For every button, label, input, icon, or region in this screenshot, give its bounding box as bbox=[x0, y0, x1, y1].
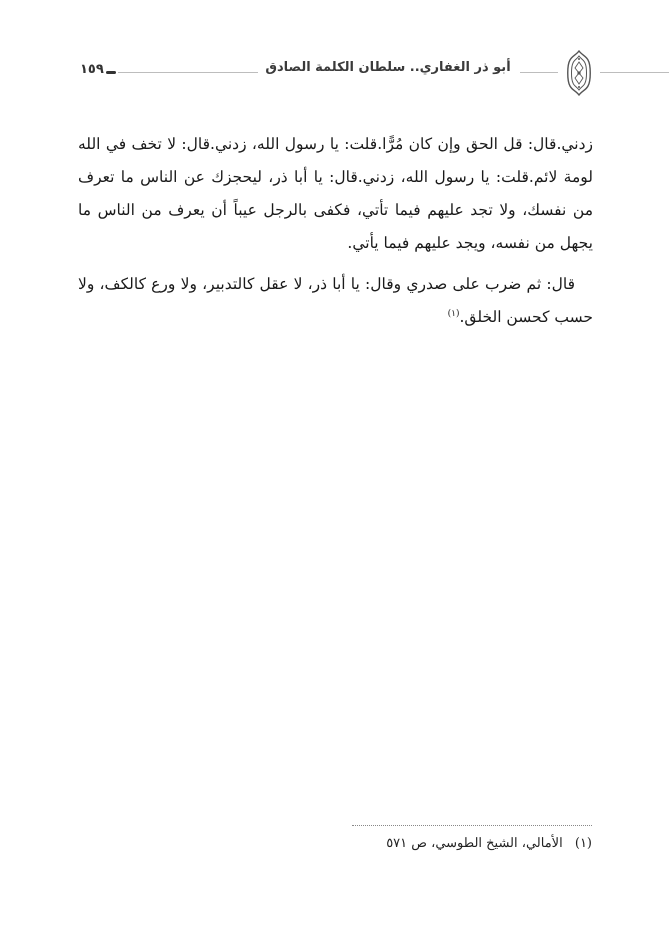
page-number-dash bbox=[106, 71, 116, 74]
footnote-divider bbox=[352, 825, 592, 826]
running-title: أبو ذر الغفاري.. سلطان الكلمة الصادق bbox=[265, 60, 511, 75]
footnote-reference: (١) bbox=[447, 308, 460, 319]
footnote-marker: (١) bbox=[574, 836, 592, 851]
header-rule-right bbox=[520, 72, 558, 73]
main-text bbox=[78, 128, 593, 342]
page-header bbox=[0, 48, 669, 98]
header-rule-left bbox=[118, 72, 258, 73]
paragraph-1 bbox=[78, 128, 593, 260]
header-rule-far bbox=[600, 72, 669, 73]
page-number: ١٥٩ bbox=[80, 62, 104, 77]
paragraph-2-text: قال: ثم ضرب على صدري وقال: يا أبا ذر، لا عقل كالتدبير، ولا ورع كالكف، ولا حسب كحسن الخلق. bbox=[78, 275, 593, 326]
footnote-text: الأمالي، الشيخ الطوسي، ص ٥٧١ bbox=[386, 836, 563, 851]
paragraph-2 bbox=[78, 268, 593, 334]
paragraph-1-text: زدني.قال: قل الحق وإن كان مُرًّا.قلت: يا رسول الله، زدني.قال: لا تخف في الله لومة لائم.قلت: يا رسول الله، زدني.قال: يا أبا ذر، ليحجزك عن الناس ما تعرف من نفسك، ولا تجد عليهم فيما تأتي، فكفى بالرجل عيباً أن يعرف من الناس ما يجهل من نفسه، ويجد عليهم فيما يأتي. bbox=[78, 135, 593, 252]
arabesque-ornament-icon bbox=[566, 50, 592, 96]
footnote bbox=[300, 836, 592, 851]
